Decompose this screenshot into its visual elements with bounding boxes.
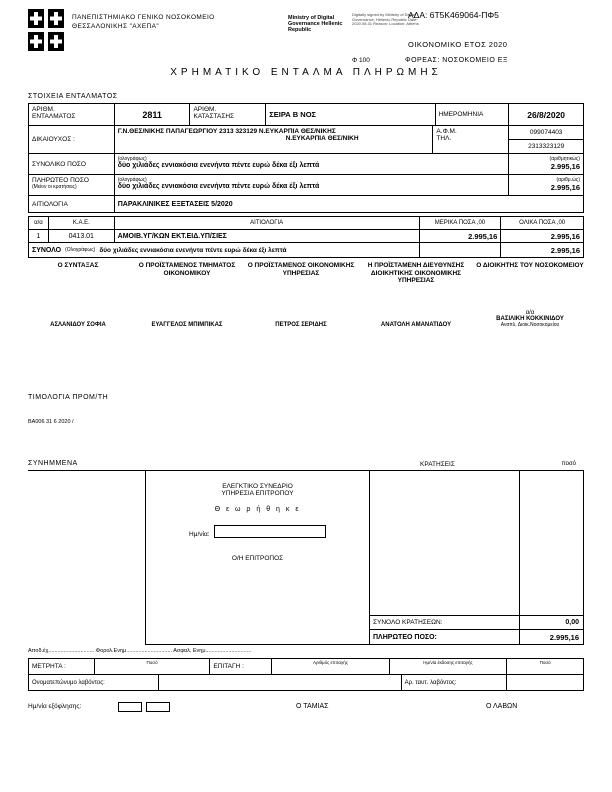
attachments-label: ΣΥΝΗΜΜΕΝΑ	[28, 460, 78, 467]
hospital-name-line1: ΠΑΝΕΠΙΣΤΗΜΙΑΚΟ ΓΕΝΙΚΟ ΝΟΣΟΚΟΜΕΙΟ	[72, 14, 215, 21]
sum-words: δύο χιλιάδες εννιακόσια ενενήντα πέντε ευρώ δέκα έξι λεπτά	[99, 246, 287, 254]
deductions-header: ΚΡΑΤΗΣΕΙΣ	[420, 461, 455, 468]
check-amount-header: Ποσό	[539, 660, 551, 665]
deductions-amounts-area[interactable]	[520, 471, 583, 615]
deductions-amount-header: ποσό	[561, 461, 576, 467]
voucher-details-table	[28, 103, 584, 213]
beneficiary-value: Γ.Ν.ΘΕΣ/ΝΙΚΗΣ ΠΑΠΑΓΕΩΡΓΙΟΥ 2313 323129 Ν.ΕΥΚΑΡΠΙΑ ΘΕΣ/ΝΙΚΗΣ	[117, 128, 336, 135]
signature-finance-dept-head	[128, 262, 246, 328]
signature-title: Η ΠΡΟΪΣΤΑΜΕΝΗ ΔΙΕΥΘΥΝΣΗΣ ΔΙΟΙΚΗΤΙΚΗΣ ΟΙΚΟΝΟΜΙΚΗΣ ΥΠΗΡΕΣΙΑΣ	[367, 262, 465, 284]
expense-breakdown-table	[28, 216, 584, 258]
signature-title: Ο ΠΡΟΪΣΤΑΜΕΝΟΣ ΤΜΗΜΑΤΟΣ ΟΙΚΟΝΟΜΙΚΟΥ	[138, 262, 236, 277]
audit-court-box	[145, 471, 370, 645]
signature-name: ΑΣΛΑΝΙΔΟΥ ΣΟΦΙΑ	[50, 322, 106, 328]
table-row	[29, 230, 583, 243]
audit-date-label: Ημ/νία:	[189, 531, 210, 538]
payable-numeric-label: (αριθμ.ώς)	[556, 177, 580, 183]
attachments-list-area[interactable]	[28, 471, 145, 645]
voucher-number-value: 2811	[115, 104, 191, 125]
total-words-label: (ολογράφως)	[117, 156, 147, 162]
total-amount-label: ΣΥΝΟΛΙΚΟ ΠΟΣΟ	[29, 154, 115, 174]
audit-court-line1: ΕΛΕΓΚΤΙΚΟ ΣΥΝΕΔΡΙΟ	[222, 483, 293, 490]
signature-title: Ο ΣΥΝΤΑΞΑΣ	[57, 262, 99, 269]
signature-name: ΑΝΑΤΟΛΗ ΑΜΑΝΑΤΙΔΟΥ	[380, 322, 452, 328]
payee-id-cell[interactable]	[507, 675, 583, 690]
check-amount-cell[interactable]	[507, 659, 583, 674]
payee-name-cell[interactable]	[159, 675, 402, 690]
fiscal-year: ΟΙΚΟΝΟΜΙΚΟ ΕΤΟΣ 2020	[408, 40, 508, 49]
signature-prefix: α/α	[525, 310, 535, 316]
date-value: 26/8/2020	[527, 109, 566, 120]
total-amount-words: δύο χιλιάδες εννιακόσια ενενήντα πέντε ευρώ δέκα έξι λεπτά	[117, 162, 320, 169]
sum-value: 2.995,16	[550, 245, 580, 255]
date-label: ΗΜΕΡΟΜΗΝΙΑ	[436, 104, 510, 125]
hospital-cross-logo-icon	[28, 9, 64, 51]
attachments-deductions-region	[28, 471, 584, 645]
payable-amount-words: δύο χιλιάδες εννιακόσια ενενήντα πέντε ευρώ δέκα έξι λεπτά	[117, 183, 320, 190]
signature-role: Αναπλ. Διοικ.Νοσοκομείου	[500, 322, 560, 328]
cash-amount-header: Ποσό	[146, 660, 158, 665]
payment-method-table	[28, 658, 584, 691]
row-total-amount: 2.995,16	[550, 231, 580, 241]
phi-reference: Φ 100	[352, 57, 370, 64]
payable-words-label: (ολογράφως)	[117, 177, 147, 183]
signature-finance-service-head	[246, 262, 356, 328]
payable-amount-sublabel: (Μείον οι κρατήσεις)	[32, 184, 77, 190]
attachments-header-row	[28, 458, 584, 471]
tel-value: 2313323129	[528, 142, 565, 150]
ada-number: ΑΔΑ: 6Τ5Κ469064-ΠΦ5	[408, 10, 499, 20]
reason-label: ΑΙΤΙΟΛΟΓΙΑ	[29, 196, 115, 212]
check-number-header: Αριθμός επιταγής	[312, 660, 348, 665]
row-partial-amount: 2.995,16	[420, 230, 502, 242]
receipts-line: Αποδ.έχ.............................. Φορολ.Ενημ.............................. Ασφαλ. Ενημ..............................	[28, 648, 252, 654]
document-title: ΧΡΗΜΑΤΙΚΟ ΕΝΤΑΛΜΑ ΠΛΗΡΩΜΗΣ	[170, 67, 442, 78]
cashier-label: Ο ΤΑΜΙΑΣ	[296, 703, 329, 710]
col-reason-header: ΑΙΤΙΟΛΟΓΙΑ	[115, 217, 420, 229]
beneficiary-label: ΔΙΚΑΙΟΥΧΟΣ :	[29, 126, 115, 153]
digital-signature-text: Digitally signed by Ministry of Digital Governance, Hellenic Republic Date: 2020.08.31 Reason: Location: Athens	[352, 12, 419, 27]
signature-name: ΒΑΣΙΛΙΚΗ ΚΟΚΚΙΝΙΔΟΥ	[496, 316, 564, 322]
deductions-total-label: ΣΥΝΟΛΟ ΚΡΑΤΗΣΕΩΝ:	[370, 616, 520, 629]
hospital-name	[72, 13, 215, 31]
row-reason: ΑΜΟΙΒ.ΥΓ/ΚΩΝ ΕΚΤ.ΕΙΔ.ΥΠ/ΣΙΕΣ	[115, 230, 420, 242]
commissioner-label: Ο/Η ΕΠΙΤΡΟΠΟΣ	[231, 555, 284, 562]
check-date-header: Ημ/νία έκδοσης επιταγής	[423, 660, 473, 665]
series-value: ΣΕΙΡΑ Β ΝΟΣ	[266, 104, 435, 125]
signature-title: Ο ΠΡΟΪΣΤΑΜΕΝΟΣ ΟΙΚΟΝΟΜΙΚΗΣ ΥΠΗΡΕΣΙΑΣ	[247, 262, 355, 277]
voucher-section-label: ΣΤΟΙΧΕΙΑ ΕΝΤΑΛΜΑΤΟΣ	[28, 93, 118, 100]
total-amount-value: 2.995,16	[550, 162, 580, 171]
check-label: ΕΠΙΤΑΓΗ :	[210, 659, 272, 674]
signature-admin-finance-director	[356, 262, 476, 328]
afm-value: 099074403	[509, 126, 583, 140]
sum-label: ΣΥΝΟΛΟ	[32, 246, 62, 254]
check-date-cell[interactable]	[390, 659, 508, 674]
payee-name-label: Ονοματεπώνυμο λαβόντος:	[29, 675, 159, 690]
cash-label: ΜΕΤΡΗΤΑ :	[29, 659, 95, 674]
ministry-stamp: Ministry of Digital Governance Hellenic Republic	[288, 15, 343, 34]
row-aa: 1	[29, 230, 49, 242]
net-payable-value: 2.995,16	[549, 632, 579, 642]
audit-court-line2: ΥΠΗΡΕΣΙΑ ΕΠΙΤΡΟΠΟΥ	[221, 490, 294, 497]
reason-value: ΠΑΡΑΚΛΙΝΙΚΕΣ ΕΞΕΤΑΣΕΙΣ 5/2020	[117, 200, 233, 208]
check-number-cell[interactable]	[272, 659, 390, 674]
sum-words-label: (Ολογράφως)	[65, 247, 96, 253]
total-numeric-label: (αριθμητικώς)	[549, 156, 580, 162]
settlement-date-box-1[interactable]	[118, 702, 142, 712]
net-payable-label: ΠΛΗΡΩΤΕΟ ΠΟΣΟ:	[370, 630, 520, 644]
settlement-row	[28, 701, 584, 715]
supplier-invoices-label: ΤΙΜΟΛΟΓΙΑ ΠΡΟΜ/ΤΗ	[28, 394, 109, 401]
deductions-list-area[interactable]	[370, 471, 520, 615]
col-kae-header: Κ.Α.Ε.	[49, 217, 115, 229]
payable-amount-label: ΠΛΗΡΩΤΕΟ ΠΟΣΟ	[32, 177, 89, 184]
col-partial-header: ΜΕΡΙΚΑ ΠΟΣΑ ,00	[420, 217, 502, 229]
supplier-invoices-value: ΒΑ006 31 6 2020 /	[28, 419, 74, 425]
signature-title: Ο ΔΙΟΙΚΗΤΗΣ ΤΟΥ ΝΟΣΟΚΟΜΕΙΟΥ	[476, 262, 584, 269]
audit-date-input[interactable]	[214, 525, 326, 538]
signature-author	[28, 262, 128, 328]
payee-id-label: Αρ. ταυτ. λαβόντος:	[402, 675, 508, 690]
signature-name: ΕΥΑΓΓΕΛΟΣ ΜΠΙΜΠΙΚΑΣ	[151, 322, 223, 328]
col-aa-header: α/α	[29, 217, 49, 229]
payable-amount-value: 2.995,16	[550, 183, 580, 192]
col-total-header: ΟΛΙΚΑ ΠΟΣΑ ,00	[519, 220, 566, 226]
afm-tel-label: Α.Φ.Μ. ΤΗΛ.	[433, 126, 509, 153]
cash-amount-cell[interactable]	[95, 659, 211, 674]
beneficiary-city: Ν.ΕΥΚΑΡΠΙΑ ΘΕΣ/ΝΙΚΗ	[285, 135, 359, 142]
statement-number-label: ΑΡΙΘΜ. ΚΑΤΑΣΤΑΣΗΣ	[190, 104, 266, 125]
signature-name: ΠΕΤΡΟΣ ΣΕΡΙΔΗΣ	[275, 322, 327, 328]
signatures-row	[28, 262, 584, 328]
sum-partial-empty-cell	[420, 243, 502, 257]
settlement-date-box-2[interactable]	[146, 702, 170, 712]
recipient-label: Ο ΛΑΒΩΝ	[486, 703, 518, 710]
settlement-date-label: Ημ/νία εξόφλησης:	[28, 703, 82, 710]
voucher-number-label: ΑΡΙΘΜ. ΕΝΤΑΛΜΑΤΟΣ	[29, 104, 115, 125]
deductions-box	[370, 471, 584, 645]
deductions-total-value: 0,00	[565, 619, 579, 626]
signature-hospital-governor	[476, 262, 584, 328]
hospital-name-line2: ΘΕΣΣΑΛΟΝΙΚΗΣ "ΑΧΕΠΑ"	[72, 23, 160, 30]
agency-name: ΦΟΡΕΑΣ: ΝΟΣΟΚΟΜΕΙΟ ΕΞ	[405, 57, 508, 64]
row-kae: 0413.01	[49, 230, 115, 242]
approved-label: Θ ε ω ρ ή θ η κ ε	[214, 506, 301, 513]
